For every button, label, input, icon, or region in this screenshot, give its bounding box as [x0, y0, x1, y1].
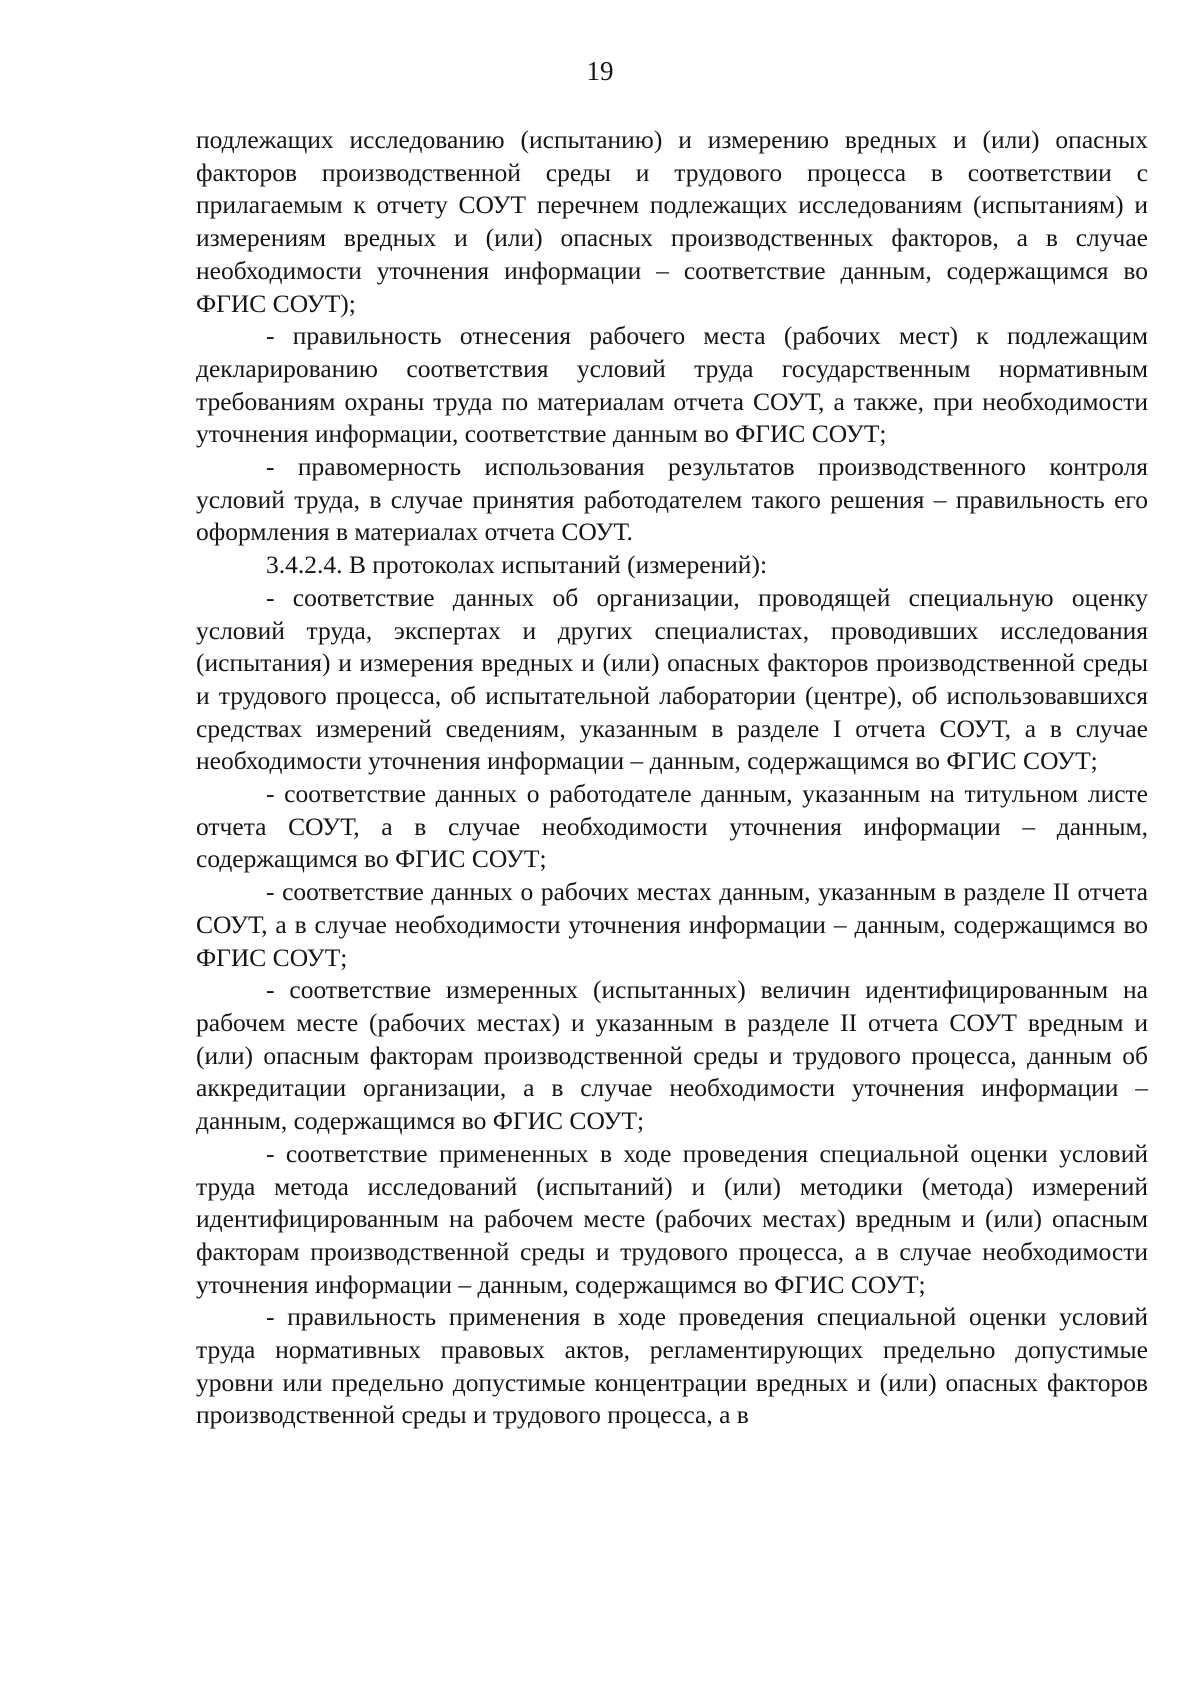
paragraph-organization-data: - соответствие данных об организации, проводящей специальную оценку условий труда, экспертах и других специалистах, проводивших исследования (испытания) и измерения вредных и (или) опасных факторов производственной среды и трудового процесса, об испытательной лаборатории (центре), об использовавшихся средствах измерений сведениям, указанным в разделе I отчета СОУТ, а в случае необходимости уточнения информации – данным, содержащимся во ФГИС СОУТ;	[196, 582, 1148, 776]
document-body	[196, 124, 1148, 1432]
paragraph-employer-data: - соответствие данных о работодателе данным, указанным на титульном листе отчета СОУТ, а в случае необходимости уточнения информации – данным, содержащимся во ФГИС СОУТ;	[196, 779, 1148, 874]
paragraph-declaration-correctness: - правильность отнесения рабочего места (рабочих мест) к подлежащим декларированию соответствия условий труда государственным нормативным требованиям охраны труда по материалам отчета СОУТ, а также, при необходимости уточнения информации, соответствие данным во ФГИС СОУТ;	[196, 321, 1148, 449]
paragraph-workplace-data: - соответствие данных о рабочих местах данным, указанным в разделе II отчета СОУТ, а в случае необходимости уточнения информации – данным, содержащимся во ФГИС СОУТ;	[196, 877, 1148, 972]
paragraph-measured-values: - соответствие измеренных (испытанных) величин идентифицированным на рабочем месте (рабочих местах) и указанным в разделе II отчета СОУТ вредным и (или) опасным факторам производственной среды и трудового процесса, данным об аккредитации организации, а в случае необходимости уточнения информации – данным, содержащимся во ФГИС СОУТ;	[196, 975, 1148, 1136]
paragraph-continuation: подлежащих исследованию (испытанию) и измерению вредных и (или) опасных факторов производственной среды и трудового процесса в соответствии с прилагаемым к отчету СОУТ перечнем подлежащих исследованиям (испытаниям) и измерениям вредных и (или) опасных производственных факторов, а в случае необходимости уточнения информации – соответствие данным, содержащимся во ФГИС СОУТ);	[196, 125, 1148, 318]
paragraph-methods: - соответствие примененных в ходе проведения специальной оценки условий труда метода исследований (испытаний) и (или) методики (метода) измерений идентифицированным на рабочем месте (рабочих местах) вредным и (или) опасным факторам производственной среды и трудового процесса, а в случае необходимости уточнения информации – данным, содержащимся во ФГИС СОУТ;	[196, 1138, 1148, 1299]
section-heading-3-4-2-4: 3.4.2.4. В протоколах испытаний (измерений):	[266, 550, 768, 580]
paragraph-production-control: - правомерность использования результатов производственного контроля условий труда, в случае принятия работодателем такого решения – правильность его оформления в материалах отчета СОУТ.	[196, 452, 1148, 547]
paragraph-regulatory-acts: - правильность применения в ходе проведения специальной оценки условий труда нормативных правовых актов, регламентирующих предельно допустимые уровни или предельно допустимые концентрации вредных и (или) опасных факторов производственной среды и трудового процесса, а в	[196, 1302, 1148, 1430]
page-number: 19	[586, 56, 614, 86]
